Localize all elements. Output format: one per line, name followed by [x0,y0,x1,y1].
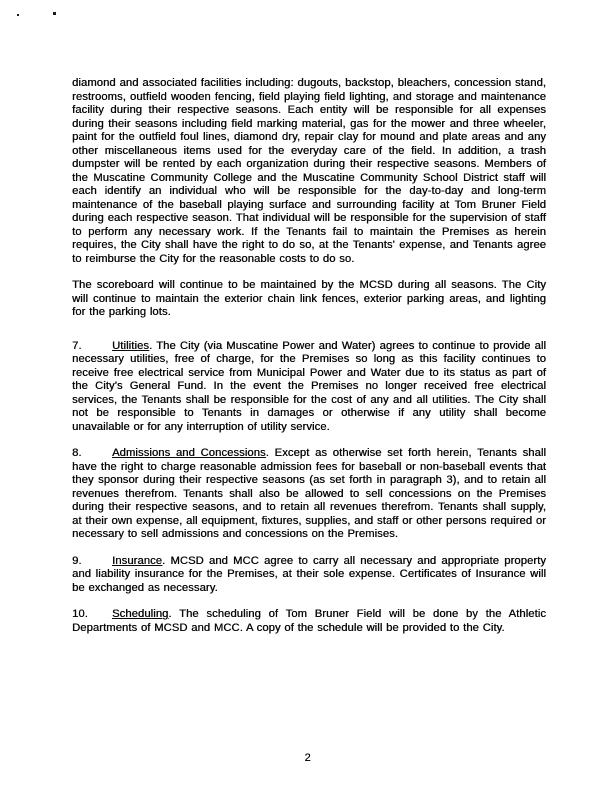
paragraph-heading: Admissions and Concessions [112,447,266,459]
paragraph-insurance [72,555,546,596]
paragraph-admissions-concessions [72,447,546,542]
paragraph-text: diamond and associated facilities including: dugouts, backstop, bleachers, concession stand, restrooms, outfield wooden fencing, field playing field lighting, and storage and maintenance facility during their respective seasons. Each entity will be responsible for all expenses during their seasons including field marking material, gas for the mower and three wheeler, paint for the outfield foul lines, diamond dry, repair clay for mound and plate areas and any other miscellaneous items used for the everyday care of the field. In addition, a trash dumpster will be rented by each organization during their respective seasons. Members of the Muscatine Community College and the Muscatine Community School District staff will each identify an individual who will be responsible for the day-to-day and long-term maintenance of the baseball playing surface and surrounding facility at Tom Bruner Field during each respective season. That individual will be responsible for the supervision of staff to perform any necessary work. If the Tenants fail to maintain the Premises as herein requires, the City shall have the right to do so, at the Tenants' expense, and Tenants agree to reimburse the City for the reasonable costs to do so. [72,77,546,265]
document-text-block [72,77,546,648]
paragraph-text: . Except as otherwise set forth herein, Tenants shall have the right to charge reasonable admission fees for baseball or non-baseball events that they sponsor during their respective seasons (as set forth in paragraph 3), and to retain all revenues therefrom. Tenants shall also be allowed to sell concessions on the Premises during their respective seasons, and to retain all revenues therefrom. Tenants shall supply, at their own expense, all equipment, fixtures, supplies, and staff or other persons required or necessary to sell admissions and concessions on the Premises. [72,447,546,540]
paragraph-maintenance-continuation [72,77,546,266]
paragraph-scheduling [72,608,546,635]
paragraph-number: 10. [72,608,88,620]
paragraph-scoreboard [72,279,546,320]
paragraph-text: The scoreboard will continue to be maintained by the MCSD during all seasons. The City will continue to maintain the exterior chain link fences, exterior parking areas, and lighting for the parking lots. [72,279,546,318]
page-number: 2 [304,752,311,764]
scan-artifact-dot [17,14,19,16]
paragraph-text: . The City (via Muscatine Power and Water) agrees to continue to provide all necessary utilities, free of charge, for the Premises so long as this facility continues to receive free electrical service from Municipal Power and Water due to its status as part of the City's General Fund. In the event the Premises no longer received free electrical services, the Tenants shall be responsible for the cost of any and all utilities. The City shall not be responsible to Tenants in damages or otherwise if any utility shall become unavailable or for any interruption of utility service. [72,339,546,433]
paragraph-heading: Utilities [112,339,149,352]
paragraph-heading: Scheduling [112,608,169,620]
paragraph-text: . MCSD and MCC agree to carry all necessary and appropriate property and liability insurance for the Premises, at their sole expense. Certificates of Insurance will be exchanged as necessary. [72,554,546,594]
scan-artifact-speck [53,12,56,15]
paragraph-number: 7. [72,339,82,352]
paragraph-utilities [72,340,546,435]
paragraph-number: 9. [72,554,82,567]
paragraph-heading: Insurance [112,554,163,567]
paragraph-number: 8. [72,447,82,459]
paragraph-text: . The scheduling of Tom Bruner Field will be done by the Athletic Departments of MCSD and MCC. A copy of the schedule will be provided to the City. [72,608,546,634]
